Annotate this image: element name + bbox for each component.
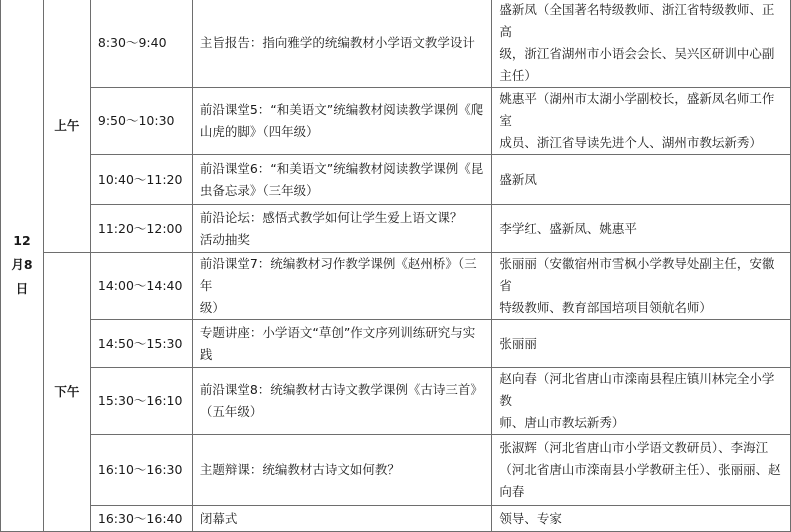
topic-line: 前沿论坛：感悟式教学如何让学生爱上语文课？ xyxy=(199,209,463,225)
table-row xyxy=(1,0,791,88)
date-label: 日 xyxy=(15,281,29,296)
speaker-cell xyxy=(492,88,791,155)
speaker-line: 赵向春（河北省唐山市滦南县程庄镇川林完全小学教 xyxy=(499,371,775,408)
time-cell: 11:20～12:00 xyxy=(90,205,192,253)
speaker-line: 向春 xyxy=(499,484,525,499)
date-cell xyxy=(1,0,44,532)
speaker-cell xyxy=(492,506,791,532)
speaker-line: （河北省唐山市滦南县小学教研主任）、张丽丽、赵 xyxy=(499,462,781,477)
period-afternoon: 下午 xyxy=(43,253,90,532)
table-row xyxy=(1,368,791,435)
date-label: 12 xyxy=(13,233,31,248)
topic-cell xyxy=(192,435,492,506)
speaker-line: 李学红、盛新凤、姚惠平 xyxy=(499,220,637,236)
time-cell: 8:30～9:40 xyxy=(90,0,192,88)
table-row xyxy=(1,435,791,506)
topic-line: 前沿课堂5：“和美语文”统编教材阅读教学课例《爬 xyxy=(199,102,484,117)
topic-line: 前沿课堂8：统编教材古诗文教学课例《古诗三首》 xyxy=(199,382,483,397)
speaker-line: 级，浙江省湖州市小语会会长、吴兴区研训中心副 xyxy=(499,46,775,61)
speaker-line: 盛新凤（全国著名特级教师、浙江省特级教师、正高 xyxy=(499,2,775,39)
topic-line: 主题辩课：统编教材古诗文如何教？ xyxy=(199,462,400,477)
speaker-cell xyxy=(492,253,791,320)
speaker-line: 师、唐山市教坛新秀） xyxy=(499,415,625,430)
speaker-line: 领导、专家 xyxy=(499,510,562,526)
topic-line: 闭幕式 xyxy=(199,510,238,526)
topic-cell xyxy=(192,205,492,253)
time-cell: 9:50～10:30 xyxy=(90,88,192,155)
speaker-cell xyxy=(492,320,791,368)
speaker-line: 特级教师、教育部国培项目领航名师） xyxy=(499,300,712,315)
topic-line: 前沿课堂6：“和美语文”统编教材阅读教学课例《昆 xyxy=(199,160,484,176)
speaker-line: 主任） xyxy=(499,68,537,83)
table-row xyxy=(1,155,791,205)
topic-cell xyxy=(192,155,492,205)
topic-line: 山虎的脚》（四年级） xyxy=(199,124,319,139)
topic-cell xyxy=(192,368,492,435)
table-row xyxy=(1,88,791,155)
topic-cell xyxy=(192,0,492,88)
topic-line: 主旨报告：指向雅学的统编教材小学语文教学设计 xyxy=(199,35,475,50)
topic-line: （五年级） xyxy=(199,404,263,419)
speaker-cell xyxy=(492,368,791,435)
topic-line: 践 xyxy=(199,346,213,362)
speaker-cell xyxy=(492,435,791,506)
speaker-line: 成员、浙江省导读先进个人、湖州市教坛新秀） xyxy=(499,135,762,150)
time-cell: 16:10～16:30 xyxy=(90,435,192,506)
table-row xyxy=(1,205,791,253)
speaker-line: 姚惠平（湖州市太湖小学副校长，盛新凤名师工作室 xyxy=(499,91,775,128)
topic-line: 虫备忘录》（三年级） xyxy=(199,182,319,198)
topic-line: 活动抽奖 xyxy=(199,231,250,247)
speaker-cell xyxy=(492,0,791,88)
speaker-line: 张丽丽 xyxy=(499,335,537,351)
topic-cell xyxy=(192,88,492,155)
table-row xyxy=(1,253,791,320)
time-cell: 14:50～15:30 xyxy=(90,320,192,368)
speaker-line: 盛新凤 xyxy=(499,171,537,187)
table-row xyxy=(1,506,791,532)
period-morning: 上午 xyxy=(43,0,90,253)
topic-line: 级） xyxy=(199,300,225,315)
speaker-cell xyxy=(492,155,791,205)
topic-cell xyxy=(192,506,492,532)
topic-cell xyxy=(192,320,492,368)
time-cell: 14:00～14:40 xyxy=(90,253,192,320)
time-cell: 15:30～16:10 xyxy=(90,368,192,435)
topic-line: 专题讲座：小学语文“草创”作文序列训练研究与实 xyxy=(199,324,476,340)
speaker-cell xyxy=(492,205,791,253)
speaker-line: 张丽丽（安徽宿州市雪枫小学教导处副主任，安徽省 xyxy=(499,256,775,293)
topic-cell xyxy=(192,253,492,320)
speaker-line: 张淑辉（河北省唐山市小学语文教研员）、李海江 xyxy=(499,440,769,455)
topic-line: 前沿课堂7：统编教材习作教学课例《赵州桥》（三年 xyxy=(199,256,477,293)
time-cell: 10:40～11:20 xyxy=(90,155,192,205)
time-cell: 16:30～16:40 xyxy=(90,506,192,532)
table-row xyxy=(1,320,791,368)
date-label: 月8 xyxy=(11,257,33,272)
